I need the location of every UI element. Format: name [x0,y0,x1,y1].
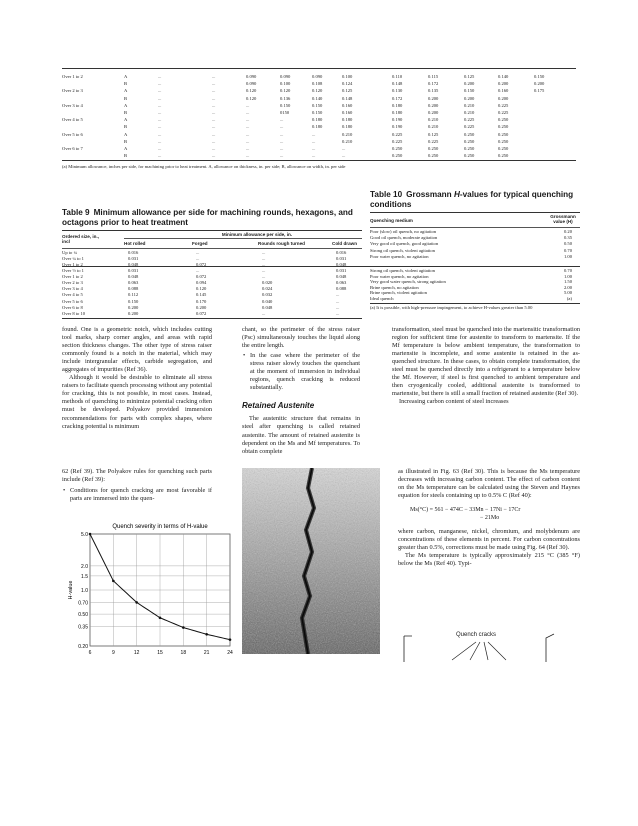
table-10-footnote: (a) It is possible, with high-pressure impingement, to achieve H-values greater than 5.00 [370,305,533,310]
chart-y-axis-label: H-value [68,580,74,600]
top-table-cell: 0.250 [428,146,439,151]
table-10-value: 5.00 [563,290,572,296]
top-table-cell: 0.250 [464,153,475,159]
top-table-cell: ... [212,131,216,137]
table-9-cell: 0.032 [262,292,273,298]
table-9-cell: 0.048 [336,262,347,267]
chart-data-point [89,533,92,536]
table-9-cell: ... [336,310,340,316]
top-table-cell: ... [246,146,250,151]
top-table-cell: 0.172 [428,81,439,87]
table-9-col-size: Ordered size, in., incl [62,234,100,245]
top-table-cell: 0.175 [534,88,545,94]
top-table-cell: 0150 [280,110,290,115]
chart-x-tick-label: 9 [111,650,115,656]
chart-title: Quench severity in terms of H-value [112,524,208,530]
table-9-col-header: Forged [192,241,208,246]
top-table-cell: 0.225 [498,102,509,108]
table-10-medium: Ideal quench [370,296,394,301]
top-table-cell: 0.124 [342,81,353,87]
table-9-cell: ... [196,268,200,273]
col2-paragraph-2: The austenitic structure that remains in steel after quenching is called retained austenite. The amount of retained austenite is dependent on the Ms and Mf temperatures. To obtain complete [242,415,360,455]
table-9-cell: 0.063 [128,280,139,286]
top-table-cell: 0.150 [534,74,545,79]
top-table-cell: ... [246,110,250,115]
table-10-value: 0.50 [563,241,572,247]
table-9-cell: 0.031 [336,256,347,261]
top-table-row-label: Over 1 to 2 [62,74,83,79]
top-table-cell: 0.090 [246,74,257,79]
top-table-cell: ... [312,153,316,159]
top-table-cell: 0.180 [392,102,403,108]
table-9-size: Over ½ to 1 [62,268,84,273]
table-9-cell: 0.031 [336,268,347,273]
table-9-cell: ... [262,310,266,316]
top-table-cell: 0.140 [312,95,323,101]
top-table-cell: 0.210 [342,138,353,144]
table-9-col-header: Rounds rough turned [258,241,305,246]
top-table-cell: 0.200 [498,81,509,87]
table-9-cell: ... [262,262,266,267]
table-10-header: Quenching medium Grossmann value (H) [370,214,576,225]
top-table-cell: 0.172 [392,95,403,101]
table-9-cell: 0.200 [196,304,207,310]
top-table-cell: 0.210 [342,131,353,137]
table-9-size: Over ¼ to 1 [62,256,84,261]
table-9-cell: 0.040 [262,298,273,304]
chart-svg [66,520,236,660]
table-9-cell: 0.048 [128,274,139,280]
col4-paragraph-3: The Ms temperature is typically approximately 215 °C (385 °F) below the Ms (Ref 40). Typi- [398,552,580,568]
top-table-cell: 0.210 [428,117,439,123]
top-table-cell: ... [212,74,216,79]
table-10-medium: Poor water quench, no agitation [370,253,429,259]
top-table-cell: 0.250 [464,131,475,137]
micrograph-svg [242,468,380,654]
top-table-cell: 0.225 [498,110,509,115]
h-value-chart [66,520,236,660]
top-table-cell: ... [158,138,162,144]
table-9-size: Up to ¼ [62,250,77,255]
top-table-cell: 0.250 [392,153,403,159]
table-9-cell: 0.016 [128,250,139,255]
table-9-size: Over 8 to 10 [62,310,86,316]
top-table-cell: ... [212,95,216,101]
quench-cracks-svg [398,628,578,662]
top-table-cell: 0.190 [392,117,403,123]
table-10-value: 1.00 [563,273,572,279]
top-table-cell: ... [280,138,284,144]
top-table-cell: ... [212,81,216,87]
top-table-cell: 0.225 [464,117,475,123]
top-table-cell: 0.250 [498,153,509,159]
top-table-cell: ... [158,153,162,159]
top-table-row-sub: A [124,117,128,123]
chart-y-tick-label: 0.50 [78,612,88,619]
top-table-cell: ... [158,146,162,151]
table-9-cell: 0.170 [196,298,207,304]
top-table-cell: ... [342,153,346,159]
table-9-cell: 0.031 [128,268,139,273]
text-column-2 [242,326,360,456]
chart-x-tick-label: 6 [88,650,92,656]
top-table-cell: ... [212,146,216,151]
top-table-row-sub: B [124,81,128,87]
table-10-medium: Very good water quench, strong agitation [370,279,446,285]
top-table-cell: ... [246,124,250,130]
micrograph-image [242,468,380,654]
top-table-cell: 0.148 [392,81,403,87]
top-table-cell: ... [312,146,316,151]
top-table-cell: 0.250 [498,138,509,144]
top-table-cell: ... [212,124,216,130]
text-column-4 [398,468,580,568]
top-table-row-sub: A [124,131,128,137]
top-table-cell: 0.250 [428,153,439,159]
quench-cracks-figure [398,628,578,662]
chart-y-tick-label: 0.70 [78,600,88,607]
table-10-medium: Strong oil quench, violent agitation [370,268,435,273]
table-9-cell: 0.072 [196,310,207,316]
top-table-cell: ... [212,110,216,115]
col4-paragraph-1: as illustrated in Fig. 63 (Ref 30). This is because the Ms temperature decreases with increasing carbon content. The effect of carbon content on the Ms temperature can be calculated using the Steven and Haynes equation for steels containing up to 0.5% C (Ref 40): [398,468,580,500]
table-10-value: 2.00 [563,284,572,290]
quench-cracks-label: Quench cracks [456,632,497,638]
top-table-cell: 0.200 [498,95,509,101]
table-9-size: Over 5 to 6 [62,298,83,304]
table-9-size: Over 2 to 3 [62,280,83,286]
table-9-cell: 0.063 [336,280,347,286]
chart-y-tick-label: 0.20 [78,644,88,650]
chart-data-point [159,616,162,619]
chart-y-tick-label: 5.0 [81,532,88,538]
top-table-cell: 0.250 [498,146,509,151]
section-heading-retained-austenite: Retained Austenite [242,401,315,411]
table-10-value: 1.50 [563,279,572,285]
top-table-row-sub: B [124,110,128,115]
chart-data-point [229,638,232,641]
top-table-cell: 0.180 [392,110,403,115]
table-9-cell: 0.094 [196,280,207,286]
top-table-cell: ... [212,88,216,94]
table-9: Table 9 Minimum allowance per side for machining rounds, hexagons, and octagons prior to heat treatment Minimum allowance per side, in. Ordered size, in., incl Hot rolled Forged Rounds rough turned Cold drawn Up to ¼ 0.016 ... ... 0.016 Over ¼ to 1 0.031 ... ... 0.031 Over 1 to 2 0.048 0.072 ... 0.048 [62,208,362,294]
table-10-medium: Good oil quench, moderate agitation [370,235,438,241]
top-table-cell: ... [280,131,284,137]
top-table-cell: ... [212,138,216,144]
top-table-cell: ... [158,124,162,130]
table-9-col-header: Cold drawn [332,241,358,246]
col1-paragraph-1: found. One is a geometric notch, which includes cutting tool marks, sharp corner angles, and areas with rapid section thickness changes. The other type of stress raiser commonly found is a notch in the material, which may include intergranular effects, carbide segregation, and aggregates of impurities (Ref 36). [62,326,212,374]
table-9-cell: 0.200 [128,310,139,316]
table-9-cell: ... [262,256,266,261]
text-column-1 [62,326,212,431]
table-10-medium: Brine quench, violent agitation [370,290,427,296]
col3-paragraph-1: transformation, steel must be quenched into the martensitic transformation region for sufficient time for austenite to transform to martensite. If the Mf temperature is below ambient temperature, the transformation to martensite is incomplete, and some austenite is retained in the as-quenched structure. In these cases, to obtain complete transformation, the steel must be quenched directly into a refrigerant to a temperature below the Mf. However, if steel is first quenched to ambient temperature and then cryogenically cooled, additional austenite is transformed to martensite, but there is still a small fraction of retained austenite (Ref 30). [392,326,580,398]
top-table-cell: 0.180 [342,117,353,123]
top-table-cell: 0.150 [312,110,323,115]
top-table-cell: 0.180 [312,117,323,123]
top-table-footnote: (a) Minimum allowance, inches per side, for machining prior to heat treatment. A, allowance on thickness, in. per side; B, allowance on width, in. per side [62,164,346,169]
table-9-cell: 0.145 [196,292,207,298]
top-table-cell: 0.250 [498,131,509,137]
top-table-cell: ... [212,153,216,159]
table-10-medium: Poor (slow) oil quench, no agitation [370,229,437,234]
top-table-cell: 0.130 [392,88,403,94]
top-table-cell: 0.225 [464,124,475,130]
table-10-value: 0.20 [563,229,572,234]
top-table-cell: 0.125 [428,131,439,137]
table-9-cell: 0.048 [262,304,273,310]
top-table-cell: 0.200 [464,95,475,101]
text-column-3 [392,326,580,406]
top-table-cell: 0.200 [534,81,545,87]
top-table-cell: 0.108 [312,81,323,87]
table-9-cell: 0.016 [336,250,347,255]
top-table-cell: 0.210 [464,110,475,115]
top-table-cell: 0.100 [280,81,291,87]
chart-x-tick-label: 12 [133,650,140,656]
col3-paragraph-2: Increasing carbon content of steel increases [399,398,509,406]
table-10-medium: Very good oil quench, good agitation [370,241,439,247]
table-9-cell: 0.112 [128,292,139,298]
col2-paragraph-1: chant, so the perimeter of the stress raiser (Psc) simultaneously touches the liquid along the entire length. [242,326,360,350]
top-table-cell: ... [312,131,316,137]
table-9-cell: ... [336,298,340,304]
table-9-cell: 0.200 [128,304,139,310]
top-table-cell: ... [280,117,284,123]
top-table-cell: ... [246,117,250,123]
top-table-cell: ... [158,110,162,115]
top-table-cell: 0.200 [428,102,439,108]
top-table-row-sub: B [124,95,128,101]
top-table-cell: 0.150 [280,102,291,108]
top-table-cell: 0.120 [312,88,323,94]
top-table-cell: ... [246,131,250,137]
top-table-cell: 0.150 [464,88,475,94]
table-9-size: Over 6 to 8 [62,304,83,310]
top-table-cell: ... [312,138,316,144]
top-table-row-label: Over 2 to 3 [62,88,83,94]
table-10-medium: Brine quench, no agitation [370,284,419,290]
top-table-cell: 0.180 [312,124,323,130]
top-table-row-sub: A [124,88,128,94]
table-9-caption: Table 9 Minimum allowance per side for machining rounds, hexagons, and octagons prior to heat treatment [62,208,353,227]
top-table-cell: ... [158,74,162,79]
table-10-value: (a) [566,296,572,301]
top-table-cell: 0.115 [428,74,439,79]
table-10-value: 0.70 [563,268,572,273]
chart-x-tick-label: 18 [180,650,187,656]
top-table-cell: 0.180 [342,124,353,130]
table-9-cell: 0.088 [128,286,139,292]
table-10-value: 0.35 [563,235,572,241]
top-table-cell: 0.200 [428,95,439,101]
table-9-cell: 0.088 [336,286,347,292]
table-10-caption: Table 10 Grossmann H-values for typical quenching conditions [370,190,574,209]
top-table-cell: 0.150 [312,102,323,108]
top-table-cell: 0.225 [392,138,403,144]
top-table-cell: 0.110 [392,74,403,79]
chart-data-point [205,633,208,636]
top-table-row-sub: B [124,124,128,130]
top-table-row-sub: A [124,102,128,108]
top-table-cell: ... [158,131,162,137]
top-table-row-label: Over 3 to 4 [62,102,83,108]
top-table-cell: 0.210 [464,102,475,108]
table-9-cell: 0.120 [196,286,207,292]
top-table-cell: 0.090 [246,81,257,87]
col1-paragraph-2: Although it would be desirable to eliminate all stress raisers to facilitate quench processing without any potential for cracking, this is not possible, in most cases. Instead, methods of quenching to minimize potential cracking often must be developed. Polyakov provided immersion recommendations for parts with complex shapes, where cracking potential is minimum [62,374,212,430]
table-9-col-header: Hot rolled [124,241,146,246]
top-table-cell: 0.135 [428,88,439,94]
table-9-size: Over 1 to 2 [62,262,83,267]
top-table-cell: ... [342,146,346,151]
top-table-cell: ... [280,146,284,151]
top-table-cell: 0.160 [342,110,353,115]
table-9-header [62,241,362,247]
chart-y-tick-label: 2.0 [81,563,88,570]
chart-y-tick-label: 1.5 [81,573,88,580]
top-table-cell: 0.160 [342,102,353,108]
top-table-cell: 0.225 [428,138,439,144]
top-table-cell: ... [246,102,250,108]
top-table [62,56,576,180]
top-table-cell: 0.136 [280,95,291,101]
top-table-cell: ... [158,88,162,94]
col1-paragraph-3: 62 (Ref 39). The Polyakov rules for quenching such parts include (Ref 39): [62,468,212,484]
top-table-cell: 0.090 [280,74,291,79]
top-table-cell: ... [158,95,162,101]
top-table-cell: 0.200 [428,110,439,115]
chart-x-tick-label: 21 [203,650,210,656]
table-10-value: 1.00 [563,253,572,259]
text-column-1b [62,468,212,503]
top-table-cell: 0.148 [342,95,353,101]
top-table-cell: 0.125 [464,74,475,79]
top-table-cell: 0.200 [464,81,475,87]
table-9-size: Over 1 to 2 [62,274,83,280]
table-9-cell: ... [336,292,340,298]
table-10-medium: Strong oil quench, violent agitation [370,247,435,253]
top-table-cell: 0.120 [246,95,257,101]
table-9-cell: 0.020 [262,280,273,286]
top-table-cell: 0.125 [342,88,353,94]
top-table-cell: 0.250 [392,146,403,151]
table-9-cell: ... [196,256,200,261]
top-table-cell: 0.225 [392,131,403,137]
top-table-cell: ... [212,117,216,123]
top-table-row-label: Over 4 to 5 [62,117,83,123]
top-table-cell: ... [158,102,162,108]
col1-bullet: • Conditions for quench cracking are most favorable if parts are immersed into the quen- [70,487,212,503]
table-9-cell: 0.024 [262,286,273,292]
top-table-row-sub: A [124,74,128,79]
table-9-cell: ... [336,304,340,310]
top-table-cell: ... [280,153,284,159]
top-table-cell: ... [158,81,162,87]
table-9-cell: 0.031 [128,256,139,261]
table-10-value: 0.70 [563,247,572,253]
chart-data-point [182,626,185,629]
table-9-cell: 0.048 [128,262,139,267]
top-table-cell: 0.190 [392,124,403,130]
top-table-cell: 0.090 [312,74,323,79]
top-table-cell: 0.250 [498,124,509,130]
table-9-size: Over 4 to 5 [62,292,83,298]
top-table-cell: 0.250 [464,146,475,151]
top-table-cell: 0.250 [498,117,509,123]
table-9-cell: 0.072 [196,274,207,280]
top-table-cell: 0.120 [280,88,291,94]
table-9-cell: ... [196,250,200,255]
top-table-cell: ... [280,124,284,130]
top-table-row-sub: B [124,138,128,144]
table-9-cell: ... [262,250,266,255]
col4-paragraph-2: where carbon, manganese, nickel, chromium, and molybdenum are concentrations of these elements in percent. For carbon concentrations greater than 0.5%, corrections must be made using Fig. 64 (Ref 30). [398,528,580,552]
top-table-row-sub: A [124,146,128,151]
top-table-cell: ... [246,153,250,159]
table-9-cell: 0.150 [128,298,139,304]
table-9-size: Over 3 to 4 [62,286,83,292]
chart-y-tick-label: 0.35 [78,624,88,631]
chart-x-tick-label: 15 [157,650,163,656]
top-table-cell: ... [212,102,216,108]
top-table-cell: ... [158,117,162,123]
table-9-cell: ... [262,274,266,280]
table-10-medium: Poor water quench, no agitation [370,273,429,279]
top-table-cell: 0.210 [428,124,439,130]
top-table-cell: ... [246,138,250,144]
chart-data-point [112,580,115,583]
col2-bullet: • In the case where the perimeter of the stress raiser slowly touches the quenchant at the moment of immersion in individual regions, quench cracking is reduced substantially. [250,352,360,392]
equation: Ms(°C) = 561 − 474C − 33Mn − 17Ni − 17Cr − 21Mo [410,507,521,522]
top-table-row-label: Over 5 to 6 [62,131,83,137]
table-9-cell: 0.072 [196,262,207,267]
top-table-cell: 0.140 [498,74,509,79]
top-table-cell: 0.250 [464,138,475,144]
top-table-cell: 0.100 [342,74,353,79]
top-table-cell: 0.160 [498,88,509,94]
top-table-row-label: Over 6 to 7 [62,146,83,151]
chart-data-point [135,601,138,604]
top-table-cell: 0.120 [246,88,257,94]
top-table-row-sub: B [124,153,128,159]
chart-x-tick-label: 24 [227,650,233,656]
chart-y-tick-label: 1.0 [81,588,88,594]
table-9-cell: ... [262,268,266,273]
table-9-cell: 0.048 [336,274,347,280]
